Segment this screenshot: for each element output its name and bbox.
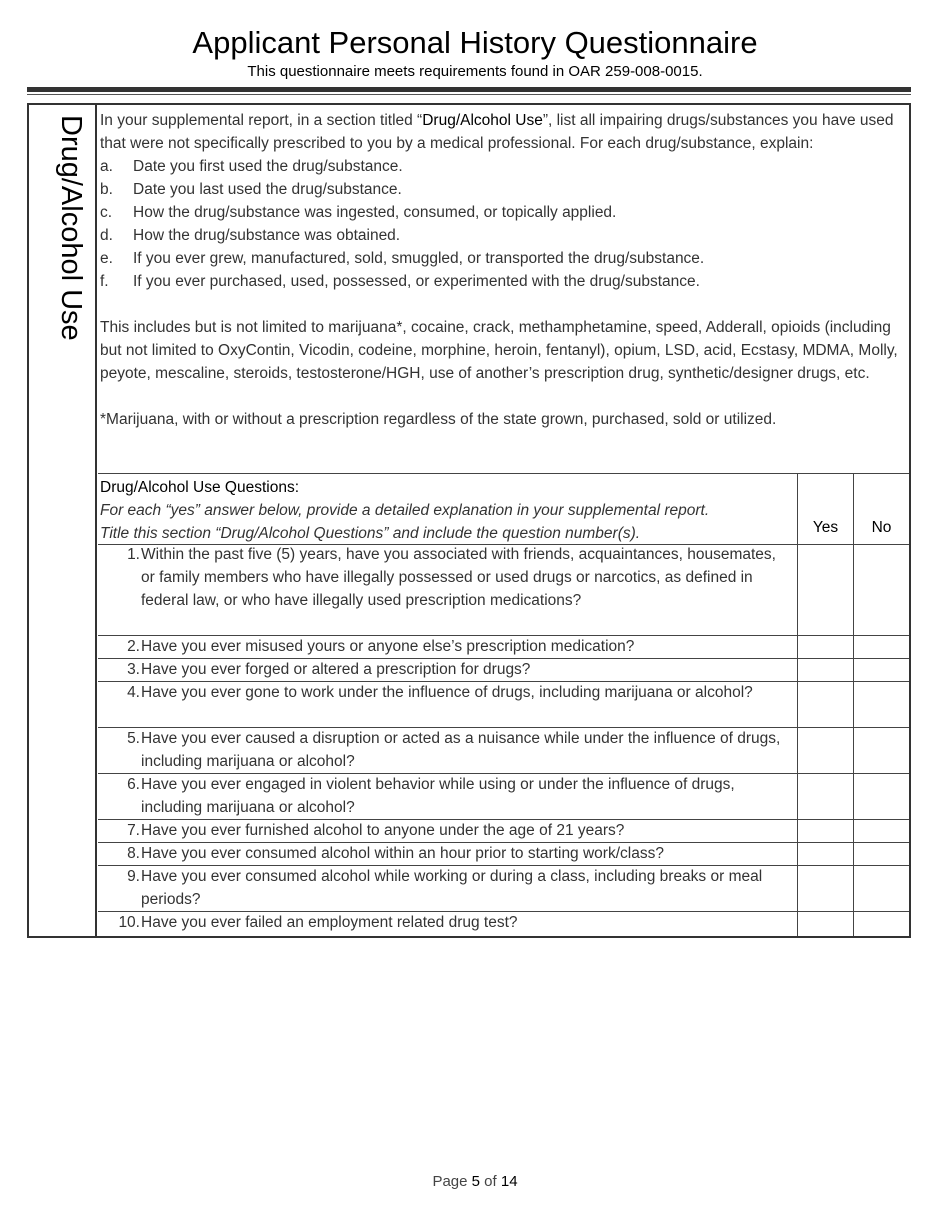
no-answer-cell[interactable] [854, 773, 909, 819]
section-intro [100, 109, 904, 431]
question-row [98, 681, 909, 728]
question-number: 8. [127, 845, 140, 862]
list-text: If you ever purchased, used, possessed, or experimented with the drug/substance. [133, 273, 700, 290]
list-letter: f. [100, 273, 109, 290]
page-title: Applicant Personal History Questionnaire [192, 25, 758, 60]
intro-paragraph [100, 109, 904, 155]
section-content [98, 105, 909, 936]
question-text: Have you ever furnished alcohol to anyone under the age of 21 years? [141, 822, 625, 839]
question-number: 3. [127, 661, 140, 678]
page-subtitle: This questionnaire meets requirements found in OAR 259-008-0015. [247, 63, 703, 80]
no-answer-cell[interactable] [854, 727, 909, 773]
no-answer-cell[interactable] [854, 635, 909, 658]
no-answer-cell[interactable] [854, 681, 909, 727]
list-text: Date you last used the drug/substance. [133, 181, 402, 198]
question-row [98, 865, 909, 912]
questions-title: Drug/Alcohol Use Questions: [100, 479, 300, 496]
list-item [100, 178, 904, 201]
question-text: Have you ever consumed alcohol while working or during a class, including breaks or meal periods? [141, 868, 763, 908]
page-word: Page [432, 1173, 468, 1190]
list-text: If you ever grew, manufactured, sold, smuggled, or transported the drug/substance. [133, 250, 705, 267]
question-row [98, 842, 909, 866]
includes-paragraph: This includes but is not limited to marijuana*, cocaine, crack, methamphetamine, speed, Adderall, opioids (including but not limited to OxyContin, Vicodin, codeine, morphine, heroin, fentanyl), opium, LSD, acid, Ecstasy, MDMA, Molly, peyote, mescaline, steroids, testosterone/HGH, use of another’s prescription drug, synthetic/designer drugs, etc. [100, 319, 898, 382]
yes-answer-cell[interactable] [798, 635, 853, 658]
question-row [98, 911, 909, 935]
list-text: Date you first used the drug/substance. [133, 158, 403, 175]
question-row [98, 543, 909, 636]
drug-alcohol-section [27, 103, 911, 938]
yes-column-header: Yes [812, 519, 839, 536]
question-number: 7. [127, 822, 140, 839]
questions-instruction-2: Title this section “Drug/Alcohol Questions” and include the question number(s). [100, 525, 641, 542]
question-number: 6. [127, 776, 140, 793]
of-word: of [484, 1173, 497, 1190]
list-letter: b. [100, 181, 113, 198]
question-text: Have you ever gone to work under the influence of drugs, including marijuana or alcohol? [141, 684, 753, 701]
question-row [98, 658, 909, 682]
question-number: 10. [118, 914, 140, 931]
questions-instruction-1: For each “yes” answer below, provide a detailed explanation in your supplemental report. [100, 502, 710, 519]
list-letter: d. [100, 227, 113, 244]
no-answer-cell[interactable] [854, 842, 909, 865]
list-text: How the drug/substance was obtained. [133, 227, 401, 244]
yes-answer-cell[interactable] [798, 773, 853, 819]
question-text: Have you ever engaged in violent behavior while using or under the influence of drugs, including marijuana or alcohol? [141, 776, 735, 816]
header-rule-thin [27, 94, 911, 95]
no-answer-cell[interactable] [854, 911, 909, 935]
yes-answer-cell[interactable] [798, 543, 853, 635]
question-number: 4. [127, 684, 140, 701]
yes-answer-cell[interactable] [798, 681, 853, 727]
marijuana-footnote: *Marijuana, with or without a prescription regardless of the state grown, purchased, sold or utilized. [100, 411, 777, 428]
question-number: 9. [127, 868, 140, 885]
intro-text-pre: In your supplemental report, in a section titled “ [100, 112, 423, 129]
questions-header-text [100, 476, 709, 545]
no-answer-cell[interactable] [854, 819, 909, 842]
no-answer-cell[interactable] [854, 658, 909, 681]
list-item [100, 155, 904, 178]
list-letter: a. [100, 158, 113, 175]
page-header [0, 24, 950, 82]
yes-answer-cell[interactable] [798, 658, 853, 681]
page-total: 14 [500, 1173, 518, 1190]
intro-text-bold: Drug/Alcohol Use [422, 112, 543, 129]
header-rule-thick [27, 87, 911, 92]
list-letter: e. [100, 250, 113, 267]
question-number: 1. [127, 546, 140, 563]
list-letter: c. [100, 204, 113, 221]
question-text: Have you ever forged or altered a prescription for drugs? [141, 661, 531, 678]
list-item [100, 247, 904, 270]
page-footer [0, 1173, 950, 1190]
question-row [98, 819, 909, 843]
question-text: Have you ever failed an employment related drug test? [141, 914, 518, 931]
section-side-label-cell [29, 105, 97, 936]
no-column-header: No [871, 519, 892, 536]
list-item [100, 224, 904, 247]
yes-answer-cell[interactable] [798, 911, 853, 935]
page-number: 5 [471, 1173, 480, 1190]
question-text: Have you ever misused yours or anyone else’s prescription medication? [141, 638, 635, 655]
question-text: Within the past five (5) years, have you associated with friends, acquaintances, housemates, or family members who have illegally possessed or used drugs or narcotics, as defined in federal law, or who have illegally used prescription medications? [141, 546, 776, 609]
question-row [98, 727, 909, 774]
question-text: Have you ever caused a disruption or acted as a nuisance while under the influence of drugs, including marijuana or alcohol? [141, 730, 781, 770]
yes-answer-cell[interactable] [798, 842, 853, 865]
section-side-label: Drug/Alcohol Use [55, 115, 87, 341]
question-number: 2. [127, 638, 140, 655]
yes-answer-cell[interactable] [798, 819, 853, 842]
yes-answer-cell[interactable] [798, 865, 853, 911]
question-text: Have you ever consumed alcohol within an hour prior to starting work/class? [141, 845, 664, 862]
intro-text-post: ”, list all impairing drugs/substances you have used that were not specifically prescribed to you by a medical professional. For each drug/substance, explain: [100, 112, 894, 152]
no-answer-cell[interactable] [854, 543, 909, 635]
question-row [98, 773, 909, 820]
no-answer-cell[interactable] [854, 865, 909, 911]
question-row [98, 635, 909, 659]
question-number: 5. [127, 730, 140, 747]
list-item [100, 201, 904, 224]
questions-header-row [98, 473, 909, 545]
yes-answer-cell[interactable] [798, 727, 853, 773]
list-text: How the drug/substance was ingested, consumed, or topically applied. [133, 204, 617, 221]
list-item [100, 270, 904, 293]
